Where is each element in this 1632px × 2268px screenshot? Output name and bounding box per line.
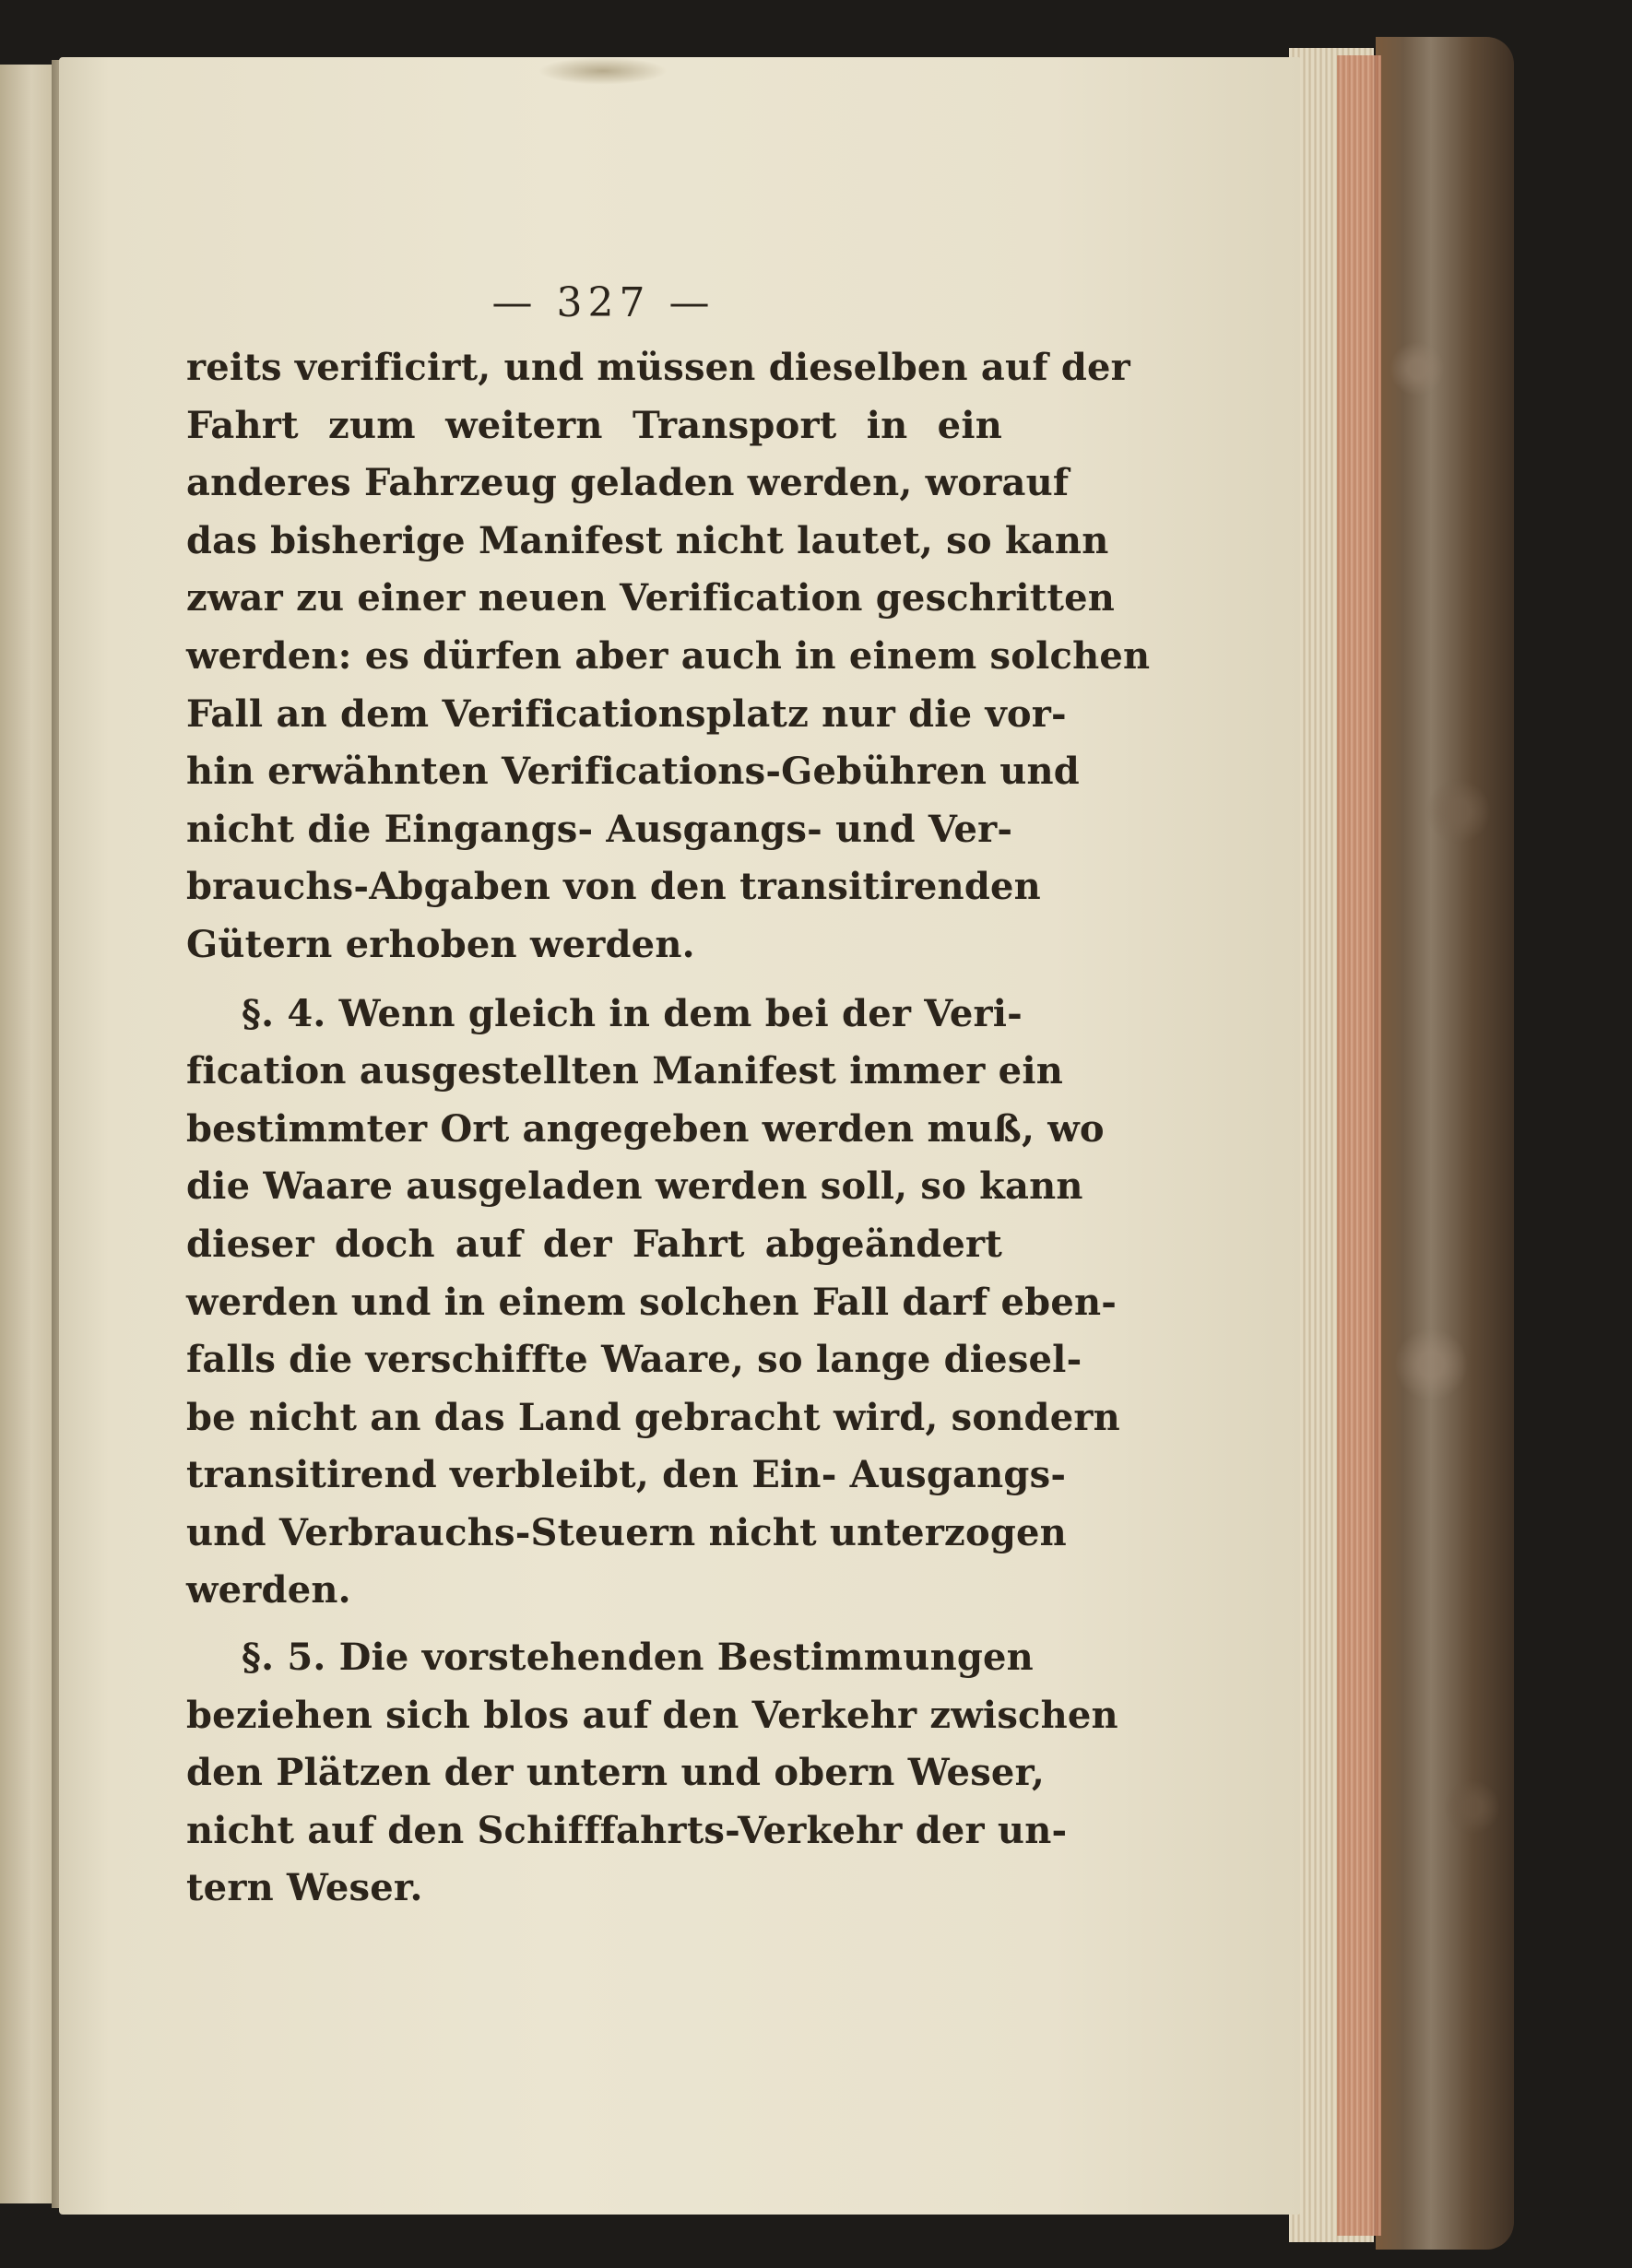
text-line: beziehen sich blos auf den Verkehr zwischen	[186, 1693, 1118, 1737]
text-line: reits verificirt, und müssen dieselben auf der	[186, 346, 1130, 389]
text-line: anderes Fahrzeug geladen werden, worauf	[186, 461, 1070, 505]
text-line: brauchs-Abgaben von den transitirenden	[186, 865, 1041, 909]
text-line: werden: es dürfen aber auch in einem solchen	[186, 633, 1151, 678]
paragraph-2	[186, 986, 1120, 1621]
book-cover	[1376, 37, 1514, 2250]
text-line: werden und in einem solchen Fall darf eben-	[186, 1280, 1118, 1324]
text-line: die Waare ausgeladen werden soll, so kann	[186, 1164, 1083, 1209]
text-line: nicht auf den Schifffahrts-Verkehr der un-	[186, 1808, 1068, 1852]
text-line: be nicht an das Land gebracht wird, sondern	[186, 1395, 1120, 1439]
text-line: §. 4. Wenn gleich in dem bei der Veri-	[242, 991, 1023, 1035]
page-number: — 327 —	[491, 279, 715, 326]
text-line: tern Weser.	[186, 1866, 423, 1910]
text-line: zwar zu einer neuen Verification geschritten	[186, 576, 1116, 620]
text-line: nicht die Eingangs- Ausgangs- und Ver-	[186, 807, 1013, 851]
text-line: Fall an dem Verificationsplatz nur die vor-	[186, 691, 1067, 736]
page-text	[186, 267, 1151, 1918]
text-line: den Plätzen der untern und obern Weser,	[186, 1751, 1046, 1795]
left-page-edge	[0, 65, 57, 2203]
paragraph-3	[186, 1629, 1118, 1918]
text-line: Fahrt zum weitern Transport in ein	[186, 403, 1002, 447]
text-line: und Verbrauchs-Steuern nicht unterzogen	[186, 1510, 1067, 1554]
text-line: hin erwähnten Verifications-Gebühren und	[186, 750, 1080, 794]
text-line: falls die verschiffte Waare, so lange diesel-	[186, 1338, 1082, 1382]
text-line: bestimmter Ort angegeben werden muß, wo	[186, 1106, 1105, 1151]
text-line: Gütern erhoben werden.	[186, 922, 695, 966]
text-line: werden.	[186, 1568, 351, 1612]
text-line: das bisherige Manifest nicht lautet, so kann	[186, 518, 1109, 562]
text-line: fication ausgestellten Manifest immer ein	[186, 1049, 1064, 1093]
paragraph-1	[186, 339, 1151, 975]
red-page-edges	[1337, 55, 1381, 2236]
text-line: §. 5. Die vorstehenden Bestimmungen	[242, 1636, 1034, 1680]
text-line: transitirend verbleibt, den Ein- Ausgangs-	[186, 1453, 1067, 1497]
text-line: dieser doch auf der Fahrt abgeändert	[186, 1222, 1002, 1266]
